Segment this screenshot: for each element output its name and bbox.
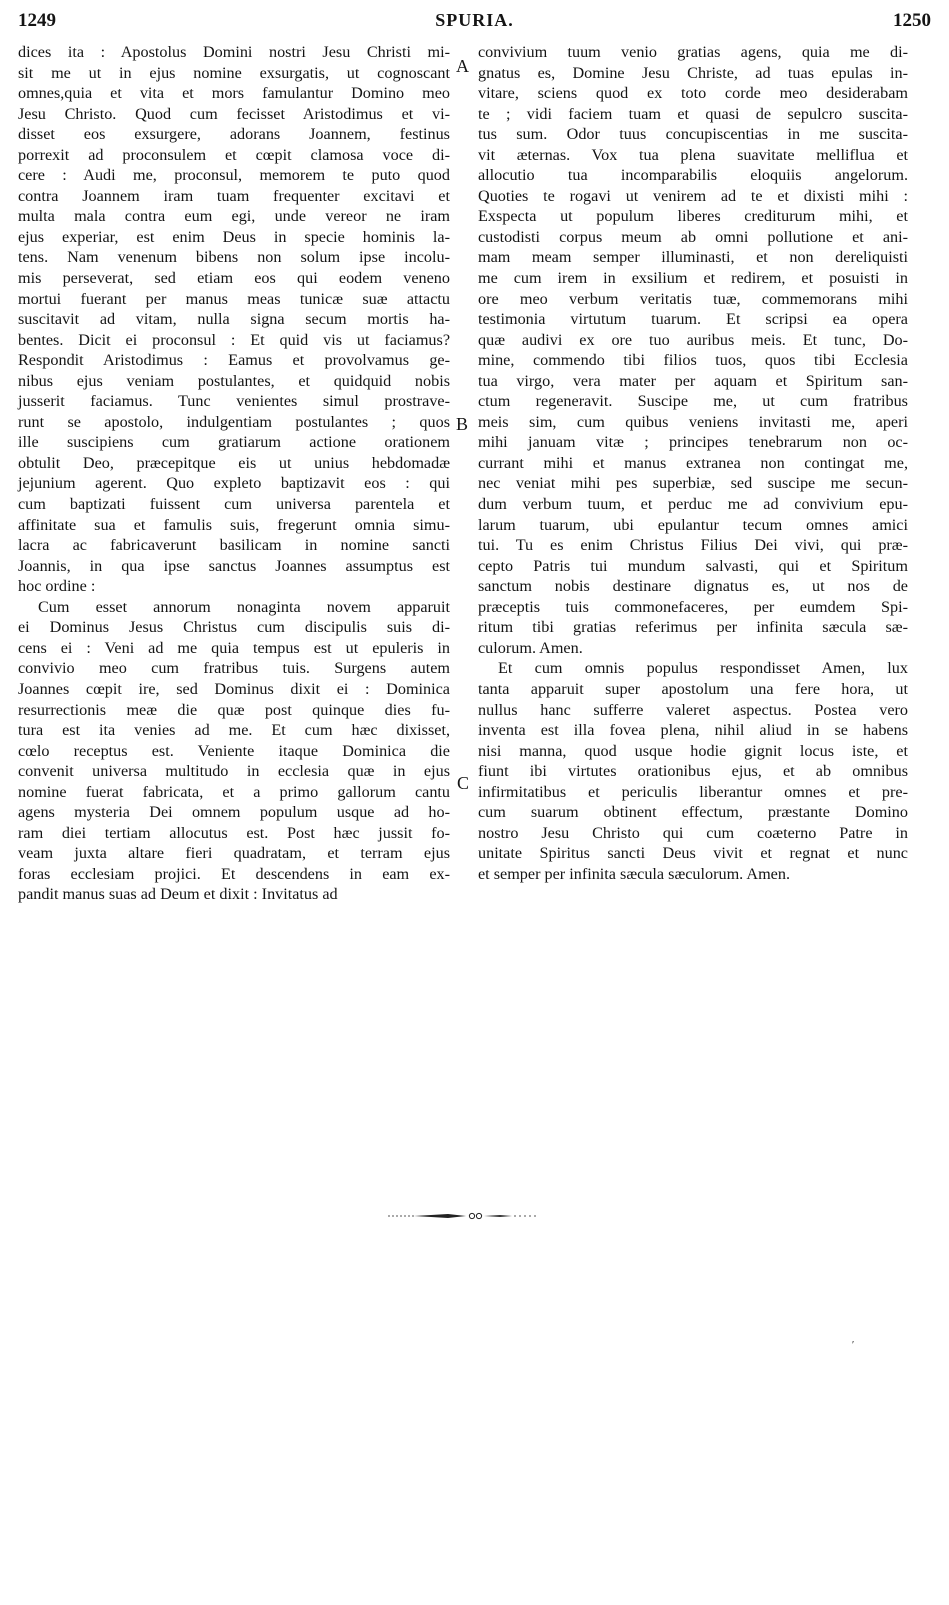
text-line: fiunt ibi virtutes orationibus ejus, et ab omnibus — [478, 762, 908, 781]
text-line: jejunium agerent. Quo expleto baptizavit eos : qui — [18, 474, 450, 493]
text-line: et semper per infinita sæcula sæculorum. Amen. — [478, 864, 790, 883]
text-line: nibus ejus veniam postulantes, et quidquid nobis — [18, 371, 450, 390]
text-line: ctum regeneravit. Suscipe me, ut cum fratribus — [478, 392, 908, 411]
text-line: sit me ut in ejus nomine exsurgatis, ut cognoscant — [18, 63, 450, 82]
text-line: resurrectionis meæ die quæ post quinque dies fu- — [18, 700, 450, 719]
text-line: agens mysteria Dei omnem populum usque ad ho- — [18, 803, 450, 822]
text-line: te ; vidi faciem tuam et quasi de sepulcro suscita- — [478, 104, 908, 123]
text-line: convenit universa multitudo in ecclesia quæ in ejus — [18, 762, 450, 781]
text-line: Exspecta ut populum liberes crediturum mihi, et — [478, 207, 908, 226]
text-line: me cum irem in exsilium et redirem, et posuisti in — [478, 269, 908, 288]
text-line: suscitavit ad vitam, nulla signa secum mortis ha- — [18, 310, 450, 329]
text-line: convivium tuum venio gratias agens, quia me di- — [478, 43, 908, 61]
text-line: gnatus es, Domine Jesu Christe, ad tuas epulas in- — [478, 63, 908, 82]
text-line: cœlo receptus est. Veniente itaque Dominica die — [18, 741, 450, 760]
text-line: pandit manus suas ad Deum et dixit : Invitatus ad — [18, 885, 338, 904]
text-line: veam juxta altare fieri quadratam, et terram ejus — [18, 844, 450, 863]
text-line: infirmitatibus et periculis liberantur omnes et pre- — [478, 782, 908, 801]
text-line: custodisti corpus meum ab omni pollutione et ani- — [478, 227, 908, 246]
text-line: mihi januam vitæ ; principes tenebrarum non oc- — [478, 433, 908, 452]
text-line: porrexit ad proconsulem et cœpit clamosa voce di- — [18, 145, 450, 164]
text-line: mine, commendo tibi filios tuos, quos tibi Ecclesia — [478, 351, 908, 370]
text-line: tanta apparuit super apostolum una fere hora, ut — [478, 679, 908, 698]
text-line: dum verbum tuum, et perduc me ad convivium epu- — [478, 495, 908, 514]
text-line: foras ecclesiam projici. Et descendens in eam ex- — [18, 864, 450, 883]
text-line: cum baptizati fuissent cum universa parentela et — [18, 495, 450, 514]
text-line: cepto Patris tui mundum salvasti, qui et Spiritum — [478, 556, 908, 575]
text-line: multa mala contra eum egi, unde vereor ne iram — [18, 207, 450, 226]
left-column — [18, 42, 450, 905]
text-line: tui. Tu es enim Christus Filius Dei vivi, qui præ- — [478, 536, 908, 555]
text-line: lacra ac fabricaverunt basilicam in nomine sancti — [18, 536, 450, 555]
text-line: convivio meo cum fratribus tuis. Surgens autem — [18, 659, 450, 678]
text-line: præceptis tuis commonefaceres, per eumdem Spi- — [478, 597, 908, 616]
left-page-number: 1249 — [18, 10, 56, 31]
text-line: bentes. Dicit ei proconsul : Et quid vis ut faciamus? — [18, 330, 450, 349]
text-line: Respondit Aristodimus : Eamus et provolvamus ge- — [18, 351, 450, 370]
text-line: cens ei : Veni ad me quia tempus est ut epuleris in — [18, 638, 450, 657]
right-page-number: 1250 — [893, 10, 931, 31]
text-line: mis perseverat, sed etiam eos qui eodem veneno — [18, 269, 450, 288]
text-line: Et cum omnis populus respondisset Amen, lux — [498, 659, 908, 678]
text-line: meis sim, cum quibus veniens invitasti me, aperi — [478, 412, 908, 431]
text-line: obtulit Deo, præcepitque eis ut unius hebdomadæ — [18, 453, 450, 472]
text-line: ram diei tertiam allocutus est. Post hæc jussit fo- — [18, 823, 450, 842]
text-line: omnes,quia et vita et mors famulantur Domino meo — [18, 84, 450, 103]
text-line: mortui fuerant per manus meas tunicæ suæ attactu — [18, 289, 450, 308]
text-line: sanctum nobis destinare dignatus es, ut nos de — [478, 577, 908, 596]
text-line: Joannes cœpit ire, sed Dominus dixit ei : Dominica — [18, 679, 450, 698]
text-line: tura est ita venies ad me. Et cum hæc dixisset, — [18, 721, 450, 740]
text-line: quæ audivi ex ore tuo auribus meis. Et tunc, Do- — [478, 330, 908, 349]
text-line: tus sum. Odor tuus concupiscentias in me suscita- — [478, 125, 908, 144]
text-line: culorum. Amen. — [478, 638, 583, 657]
running-title: SPURIA. — [435, 10, 514, 30]
text-line: runt se apostolo, indulgentiam postulantes ; quos — [18, 412, 450, 431]
margin-marker-c: C — [457, 773, 470, 793]
text-line: Joannis, in qua ipse sanctus Joannes assumptus est — [18, 556, 450, 575]
text-line: larum tuarum, ubi epulantur tecum omnes amici — [478, 515, 908, 534]
text-line: Jesu Christo. Quod cum fecisset Aristodimus et vi- — [18, 104, 450, 123]
text-line: jusserit faciamus. Tunc venientes simul prostrave- — [18, 392, 450, 411]
text-line: nomine fuerat fabricata, et a primo gallorum cantu — [18, 782, 450, 801]
text-line: ore meo verbum veritatis tuæ, commemorans mihi — [478, 289, 908, 308]
text-line: dices ita : Apostolus Domini nostri Jesu Christi mi- — [18, 43, 450, 61]
page-header — [18, 10, 931, 38]
margin-marker-b: B — [456, 414, 469, 434]
text-line: unitate Spiritus sancti Deus vivit et regnat et nunc — [478, 844, 908, 863]
text-line: tens. Nam venenum bibens non solum ipse incolu- — [18, 248, 450, 267]
text-line: nullus hanc sufferre valeret aspectus. Postea vero — [478, 700, 908, 719]
text-line: ille suscipiens cum gratiarum actione orationem — [18, 433, 450, 452]
text-line: nec veniat mihi pes superbiæ, sed suscipe me secun- — [478, 474, 908, 493]
right-column — [478, 42, 908, 884]
text-line: mam meam semper illuminasti, et non dereliquisti — [478, 248, 908, 267]
text-line: inventa est illa fovea plena, nihil aliud in se habens — [478, 721, 908, 740]
text-line: cere : Audi me, proconsul, memorem te puto quod — [18, 166, 450, 185]
margin-marker-a: A — [456, 56, 469, 76]
text-line: Cum esset annorum nonaginta novem apparuit — [38, 597, 450, 616]
text-line: ei Dominus Jesus Christus cum discipulis suis di- — [18, 618, 450, 637]
ornamental-rule-icon — [388, 1212, 538, 1220]
text-line: disset eos exsurgere, adorans Joannem, festinus — [18, 125, 450, 144]
text-line: cum suarum obtinent effectum, præstante Domino — [478, 803, 908, 822]
text-line: nisi manna, quod usque hodie gignit locus iste, et — [478, 741, 908, 760]
text-line: ritum tibi gratias referimus per infinita sæcula sæ- — [478, 618, 908, 637]
text-line: testimonia virtutum tuarum. Et scripsi ea opera — [478, 310, 908, 329]
text-line: affinitate sua et famulis suis, fregerunt omnia simu- — [18, 515, 450, 534]
text-line: currant mihi et manus extranea non contingat me, — [478, 453, 908, 472]
stray-mark: ′ — [852, 1340, 855, 1351]
text-line: ejus experiar, est enim Deus in specie hominis la- — [18, 227, 450, 246]
text-line: nostro Jesu Christo qui cum coæterno Patre in — [478, 823, 908, 842]
text-line: allocutio tua incomparabilis eloquiis angelorum. — [478, 166, 908, 185]
text-line: Quoties te rogavi ut venirem ad te et dixisti mihi : — [478, 186, 908, 205]
text-line: vit æternas. Vox tua plena suavitate melliflua et — [478, 145, 908, 164]
text-line: contra Joannem iram tuam frequenter excitavi et — [18, 186, 450, 205]
text-line: vitare, sciens quod ex toto corde meo desiderabam — [478, 84, 908, 103]
text-line: tua virgo, vera mater per aquam et Spiritum san- — [478, 371, 908, 390]
text-line: hoc ordine : — [18, 577, 96, 596]
